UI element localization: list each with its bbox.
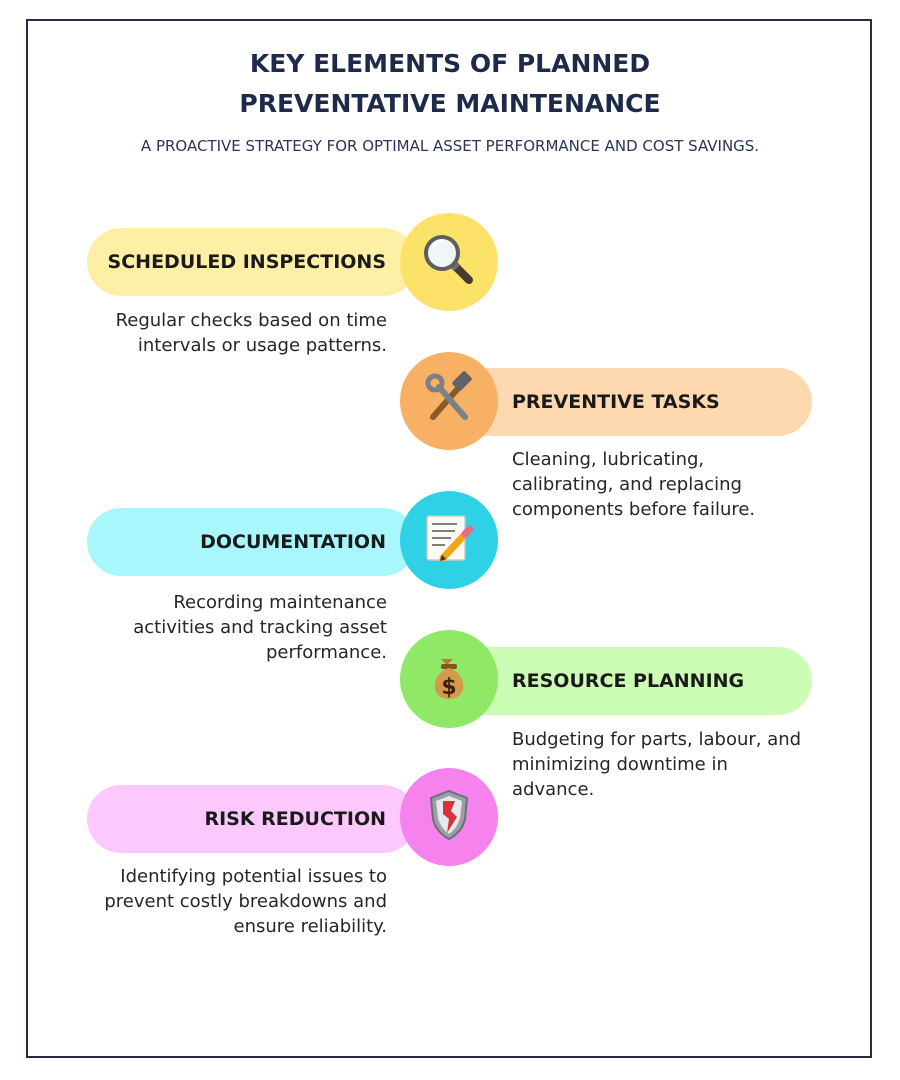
preventive-tasks-badge [400,352,498,450]
resource-planning-label: RESOURCE PLANNING [512,670,745,692]
scheduled-inspections-pill [87,228,417,296]
risk-reduction-badge [400,768,498,866]
resource-planning-description: Budgeting for parts, labour, and minimizing downtime in advance. [512,729,802,800]
scheduled-inspections-description: Regular checks based on time intervals or usage patterns. [115,310,387,356]
preventive-tasks-description: Cleaning, lubricating, calibrating, and replacing components before failure. [512,449,756,520]
documentation-description: Recording maintenance activities and tracking asset performance. [133,592,387,663]
resource-planning-badge [400,630,498,728]
magnifying-glass-icon [421,232,477,292]
risk-reduction-label: RISK REDUCTION [204,808,386,830]
hammer-wrench-icon [421,371,477,431]
svg-text:$: $ [441,675,457,700]
documentation-pill [87,508,417,576]
risk-reduction-pill [87,785,417,853]
risk-reduction-description: Identifying potential issues to prevent costly breakdowns and ensure reliability. [104,866,387,937]
scheduled-inspections-badge [400,213,498,311]
scheduled-inspections-label: SCHEDULED INSPECTIONS [107,251,386,273]
preventive-tasks-label: PREVENTIVE TASKS [512,391,720,413]
memo-pencil-icon [421,510,477,570]
page-title-text: KEY ELEMENTS OF PLANNED PREVENTATIVE MAINTENANCE [239,49,661,118]
page-title [0,44,900,124]
page-subtitle: A PROACTIVE STRATEGY FOR OPTIMAL ASSET PERFORMANCE AND COST SAVINGS. [140,137,760,155]
shield-icon [421,787,477,847]
money-bag-icon [421,649,477,709]
documentation-badge [400,491,498,589]
documentation-label: DOCUMENTATION [200,531,386,553]
